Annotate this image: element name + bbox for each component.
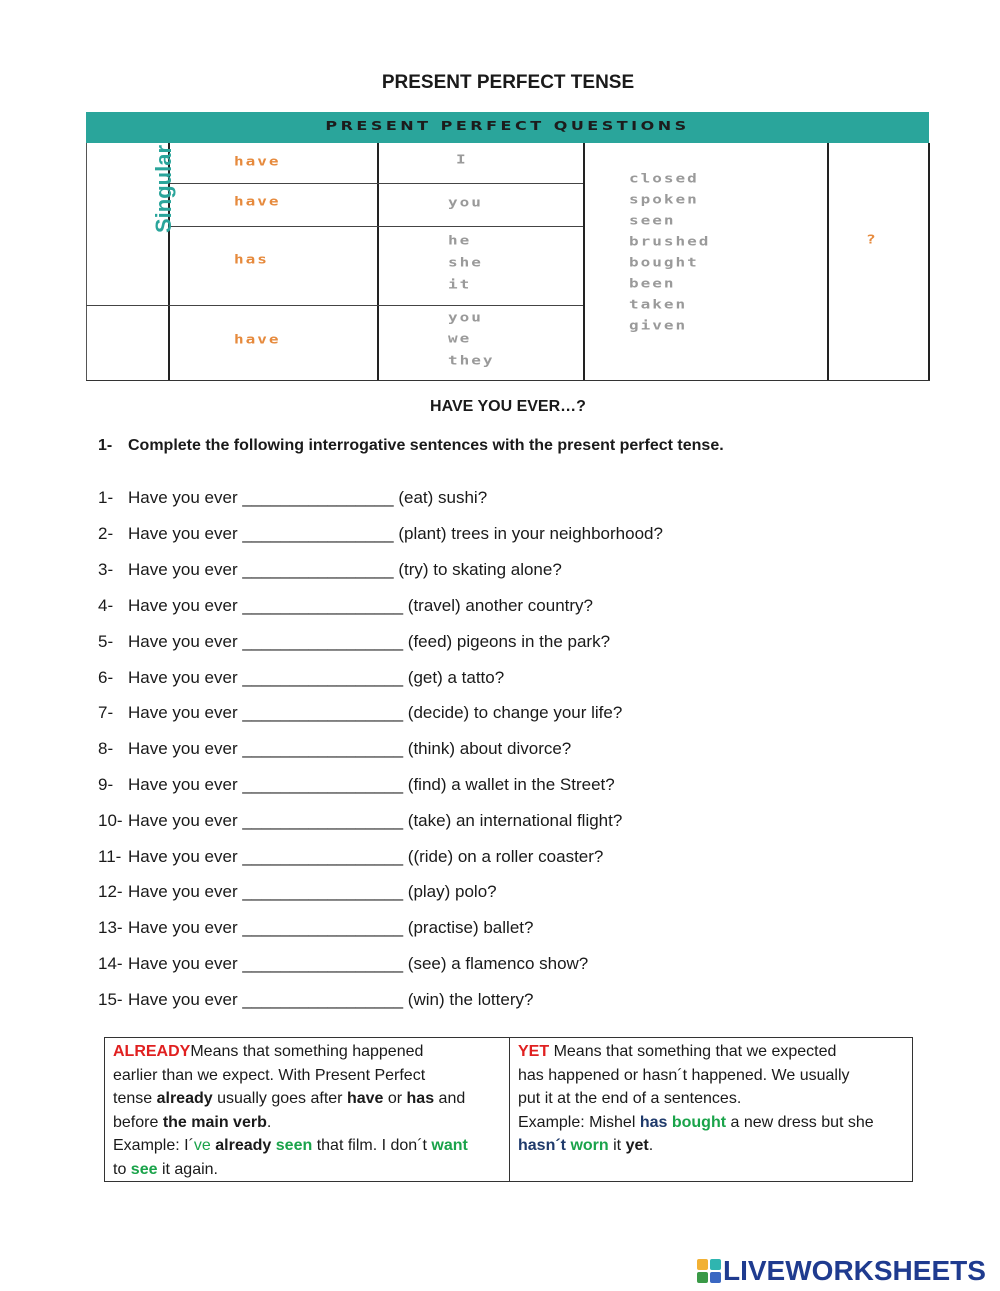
instruction — [98, 437, 724, 455]
section-subtitle: HAVE YOU EVER…? — [430, 398, 586, 415]
exercise-number: 1- — [98, 488, 114, 507]
exercise-item[interactable] — [98, 811, 622, 831]
note-text: the main verb — [162, 1113, 267, 1131]
grid-line — [928, 143, 930, 381]
grammar-note-box — [104, 1037, 913, 1182]
instruction-number: 1- — [98, 437, 113, 454]
note-text: earlier than we expect. With Present Perfect — [113, 1066, 426, 1084]
note-text: put it at the end of a sentences. — [518, 1090, 742, 1107]
note-text: worn — [570, 1137, 609, 1154]
exercise-number: 7- — [98, 703, 114, 722]
participle: brushed — [629, 234, 711, 249]
note-text: Example: I´ — [113, 1137, 194, 1154]
aux-have-3: have — [234, 332, 281, 347]
grammar-table — [86, 112, 930, 381]
note-text: has happened or hasn´t happened. We usually — [518, 1066, 850, 1084]
table-header-text: PRESENT PERFECT QUESTIONS — [325, 117, 690, 134]
exercise-text: Have you ever ________________ (eat) sushi? — [128, 488, 488, 507]
grid-line — [170, 226, 583, 227]
exercise-number: 4- — [98, 596, 114, 615]
participle: bought — [629, 255, 699, 270]
exercise-number: 12- — [98, 882, 123, 901]
exercise-text: Have you ever ________________ (plant) trees in your neighborhood? — [128, 524, 663, 543]
exercise-item[interactable] — [98, 739, 571, 759]
exercise-item[interactable] — [98, 560, 562, 580]
note-text: see — [130, 1160, 158, 1178]
subject: she — [448, 255, 483, 270]
yet-keyword: YET — [518, 1043, 550, 1060]
note-text: Means that something happened — [190, 1043, 424, 1060]
note-text: it — [608, 1137, 626, 1154]
exercise-text: Have you ever _________________ (find) a wallet in the Street? — [128, 775, 615, 794]
exercise-number: 9- — [98, 775, 114, 794]
participle: spoken — [629, 192, 699, 207]
exercise-number: 10- — [98, 811, 123, 830]
exercise-item[interactable] — [98, 632, 610, 652]
note-text: seen — [275, 1137, 313, 1154]
exercise-text: Have you ever _________________ ((ride) on a roller coaster? — [128, 847, 604, 866]
exercise-number: 14- — [98, 954, 123, 973]
exercise-text: Have you ever _________________ (play) polo? — [128, 882, 497, 901]
exercise-text: Have you ever _________________ (see) a flamenco show? — [128, 954, 589, 973]
participle: been — [629, 276, 676, 291]
exercise-text: Have you ever _________________ (think) about divorce? — [128, 739, 572, 758]
exercise-text: Have you ever _________________ (take) an international flight? — [128, 811, 623, 830]
note-text: Means that something that we expected — [549, 1043, 837, 1060]
exercise-number: 3- — [98, 560, 114, 579]
exercise-text: Have you ever _________________ (travel) another country? — [128, 596, 593, 615]
exercise-number: 13- — [98, 918, 123, 937]
note-text: have — [346, 1090, 384, 1107]
subject: it — [448, 277, 472, 292]
participle: taken — [629, 297, 688, 312]
exercise-item[interactable] — [98, 596, 593, 616]
note-text: has — [406, 1090, 435, 1107]
grid-line — [583, 143, 585, 381]
exercise-text: Have you ever _________________ (practise) ballet? — [128, 918, 534, 937]
exercise-item[interactable] — [98, 488, 487, 508]
exercise-text: Have you ever _________________ (get) a tatto? — [128, 668, 505, 687]
exercise-item[interactable] — [98, 918, 533, 938]
grid-line — [86, 380, 930, 381]
exercise-number: 8- — [98, 739, 114, 758]
exercise-item[interactable] — [98, 990, 533, 1010]
note-text: has — [639, 1113, 668, 1131]
aux-have-2: have — [234, 194, 281, 209]
grid-line — [170, 183, 583, 184]
exercise-item[interactable] — [98, 847, 603, 867]
note-text: or — [383, 1090, 407, 1107]
table-header — [86, 112, 929, 143]
exercise-item[interactable] — [98, 954, 588, 974]
already-keyword: ALREADY — [113, 1043, 191, 1060]
singular-label: Singular — [151, 144, 176, 233]
note-text: a new dress but she — [726, 1113, 874, 1131]
exercise-text: Have you ever ________________ (try) to skating alone? — [128, 560, 562, 579]
note-text: before — [113, 1113, 163, 1131]
note-text: already — [156, 1090, 213, 1107]
exercise-text: Have you ever _________________ (win) the lottery? — [128, 990, 534, 1009]
exercise-number: 2- — [98, 524, 114, 543]
grid-line — [377, 143, 379, 381]
participle: given — [629, 318, 688, 333]
grid-line — [86, 143, 87, 381]
aux-has: has — [234, 252, 269, 267]
exercise-item[interactable] — [98, 524, 663, 544]
question-mark: ? — [866, 232, 878, 247]
note-text: usually goes after — [212, 1090, 347, 1107]
exercise-item[interactable] — [98, 882, 497, 902]
instruction-text: Complete the following interrogative sentences with the present perfect tense. — [128, 437, 724, 454]
subject: they — [448, 353, 495, 368]
yet-note — [510, 1038, 912, 1181]
logo-icon — [697, 1259, 721, 1283]
note-text: it again. — [157, 1160, 218, 1178]
subject: you — [448, 310, 483, 325]
exercise-item[interactable] — [98, 668, 504, 688]
note-text: Example: Mishel — [518, 1113, 640, 1131]
participle: closed — [629, 171, 699, 186]
liveworksheets-logo[interactable] — [697, 1255, 986, 1287]
exercise-item[interactable] — [98, 775, 615, 795]
participle: seen — [629, 213, 676, 228]
note-text: . — [266, 1113, 272, 1131]
exercise-number: 15- — [98, 990, 123, 1009]
subject: you — [448, 195, 483, 210]
aux-have-1: have — [234, 154, 281, 169]
note-text: and — [434, 1090, 466, 1107]
exercise-number: 11- — [98, 847, 122, 866]
exercise-text: Have you ever _________________ (feed) pigeons in the park? — [128, 632, 611, 651]
subject: he — [448, 233, 472, 248]
exercise-text: Have you ever _________________ (decide) to change your life? — [128, 703, 623, 722]
grid-line — [86, 305, 583, 306]
already-note — [105, 1038, 510, 1181]
note-text: yet — [625, 1137, 649, 1154]
exercise-number: 5- — [98, 632, 114, 651]
logo-text: LIVEWORKSHEETS — [723, 1255, 986, 1286]
note-text: bought — [671, 1113, 727, 1131]
note-text: to — [113, 1160, 131, 1178]
note-text: hasn´t — [518, 1137, 566, 1154]
subject: we — [448, 331, 472, 346]
grid-line — [827, 143, 829, 381]
exercise-number: 6- — [98, 668, 114, 687]
note-text: . — [648, 1137, 654, 1154]
page-title: PRESENT PERFECT TENSE — [381, 72, 635, 93]
note-text: that film. I don´t — [312, 1137, 432, 1154]
note-text: want — [431, 1137, 468, 1154]
exercise-item[interactable] — [98, 703, 622, 723]
note-text: already — [215, 1137, 272, 1154]
note-text: ve — [193, 1137, 211, 1154]
subject: I — [456, 152, 468, 167]
note-text: tense — [113, 1090, 157, 1107]
